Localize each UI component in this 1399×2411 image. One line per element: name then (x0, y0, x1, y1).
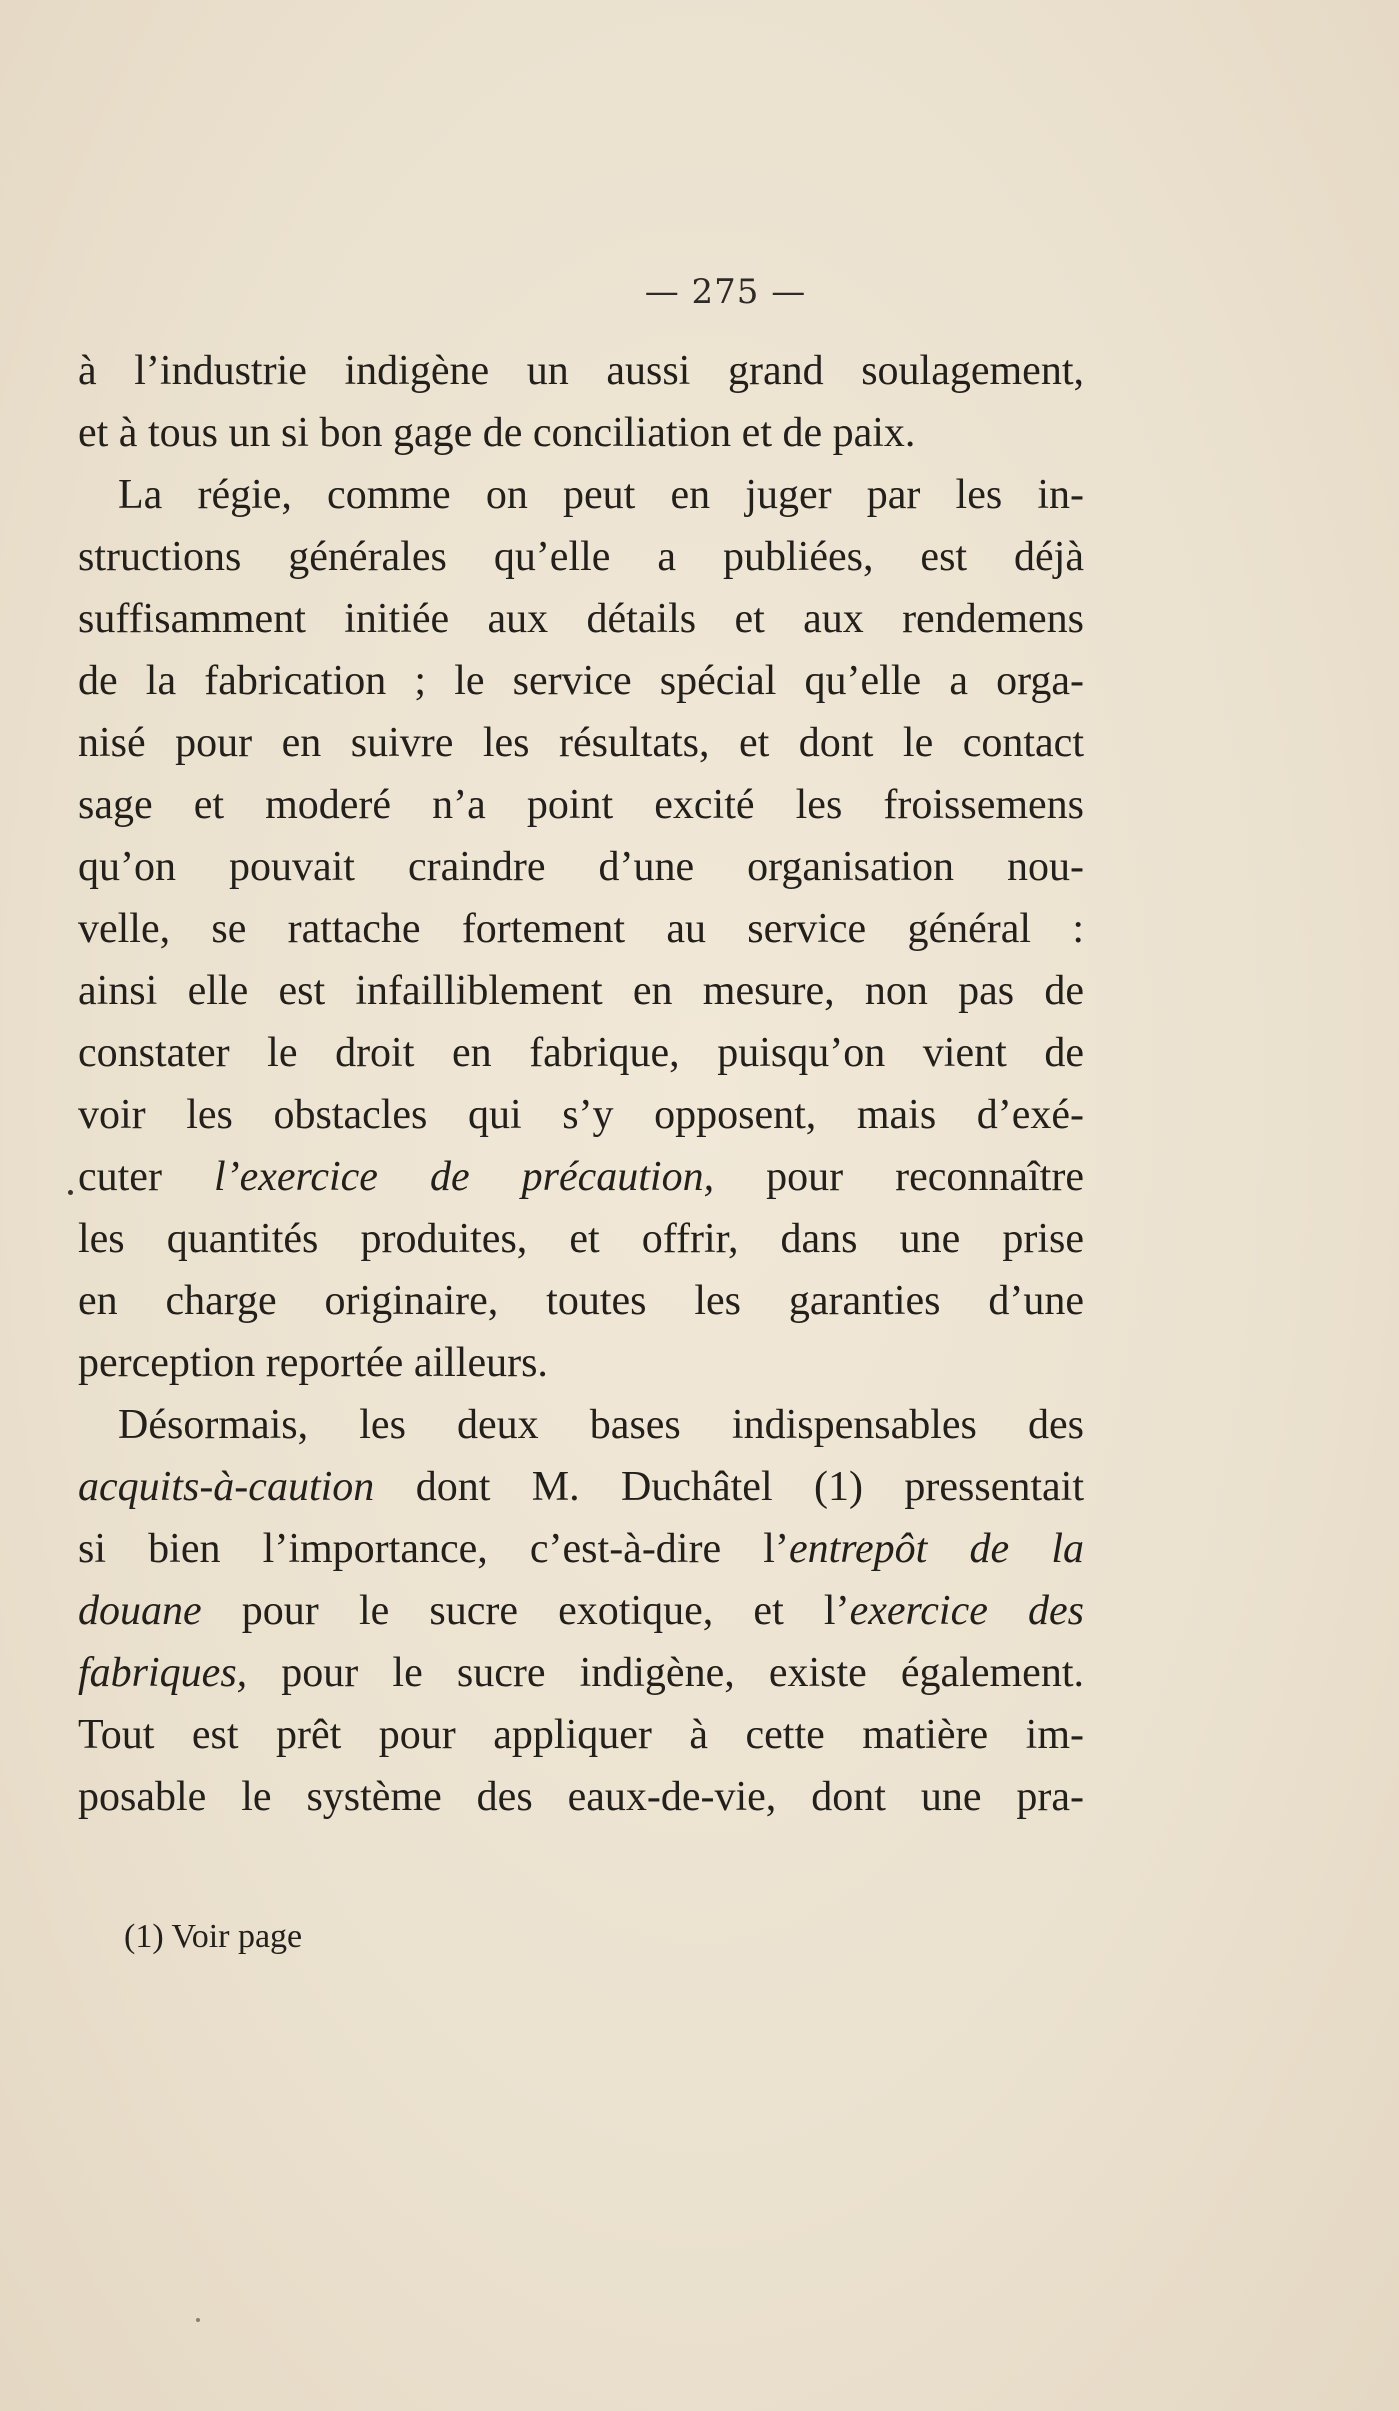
text-run: pour reconnaître (714, 1154, 1084, 1200)
text-line: structions générales qu’elle a publiées, est déjà (78, 534, 1084, 580)
text-line: La régie, comme on peut en juger par les in- (118, 472, 1084, 518)
text-line: sage et moderé n’a point excité les froissemens (78, 782, 1084, 828)
text-line-mixed (78, 1642, 1084, 1704)
text-line: de la fabrication ; le service spécial qu’elle a orga- (78, 658, 1084, 704)
text-run: dont M. Duchâtel (1) pressentait (374, 1464, 1084, 1510)
text-line: constater le droit en fabrique, puisqu’on vient de (78, 1030, 1084, 1076)
text-line: en charge originaire, toutes les garanties d’une (78, 1278, 1084, 1324)
text-line: nisé pour en suivre les résultats, et dont le contact (78, 720, 1084, 766)
text-line: ainsi elle est infailliblement en mesure, non pas de (78, 968, 1084, 1014)
text-line: voir les obstacles qui s’y opposent, mais d’exé- (78, 1092, 1084, 1138)
text-line: qu’on pouvait craindre d’une organisation nou- (78, 844, 1084, 890)
text-line: et à tous un si bon gage de conciliation et de paix. (78, 410, 916, 456)
text-line: posable le système des eaux-de-vie, dont une pra- (78, 1774, 1084, 1820)
margin-mark (68, 1190, 73, 1195)
body-text (78, 340, 1084, 1828)
text-line: perception reportée ailleurs. (78, 1340, 548, 1386)
text-line-mixed (78, 1580, 1084, 1642)
paper-speck (196, 2318, 200, 2322)
text-line: à l’industrie indigène un aussi grand soulagement, (78, 348, 1084, 394)
text-line: les quantités produites, et offrir, dans une prise (78, 1216, 1084, 1262)
text-line: suffisamment initiée aux détails et aux rendemens (78, 596, 1084, 642)
text-run: si bien l’importance, c’est-à-dire l’ (78, 1526, 789, 1572)
italic-run: acquits-à-caution (78, 1464, 375, 1510)
italic-run: entrepôt de la (788, 1526, 1084, 1572)
italic-run: exercice des (849, 1588, 1085, 1634)
text-line: velle, se rattache fortement au service général : (78, 906, 1084, 952)
text-line-mixed (78, 1456, 1084, 1518)
text-line: Désormais, les deux bases indispensables des (118, 1402, 1084, 1448)
italic-run: l’exercice de précaution, (213, 1154, 715, 1200)
text-run: pour le sucre exotique, et l’ (201, 1588, 850, 1634)
page-number: — 275 — (644, 272, 807, 312)
text-run: cuter (78, 1154, 214, 1200)
text-line-mixed (78, 1146, 1084, 1208)
italic-run: fabriques, (78, 1650, 248, 1696)
text-line-mixed (78, 1518, 1084, 1580)
italic-run: douane (78, 1588, 202, 1634)
footnote: (1) Voir page (124, 1918, 303, 1955)
text-line: Tout est prêt pour appliquer à cette matière im- (78, 1712, 1084, 1758)
text-run: pour le sucre indigène, existe également. (247, 1650, 1084, 1696)
